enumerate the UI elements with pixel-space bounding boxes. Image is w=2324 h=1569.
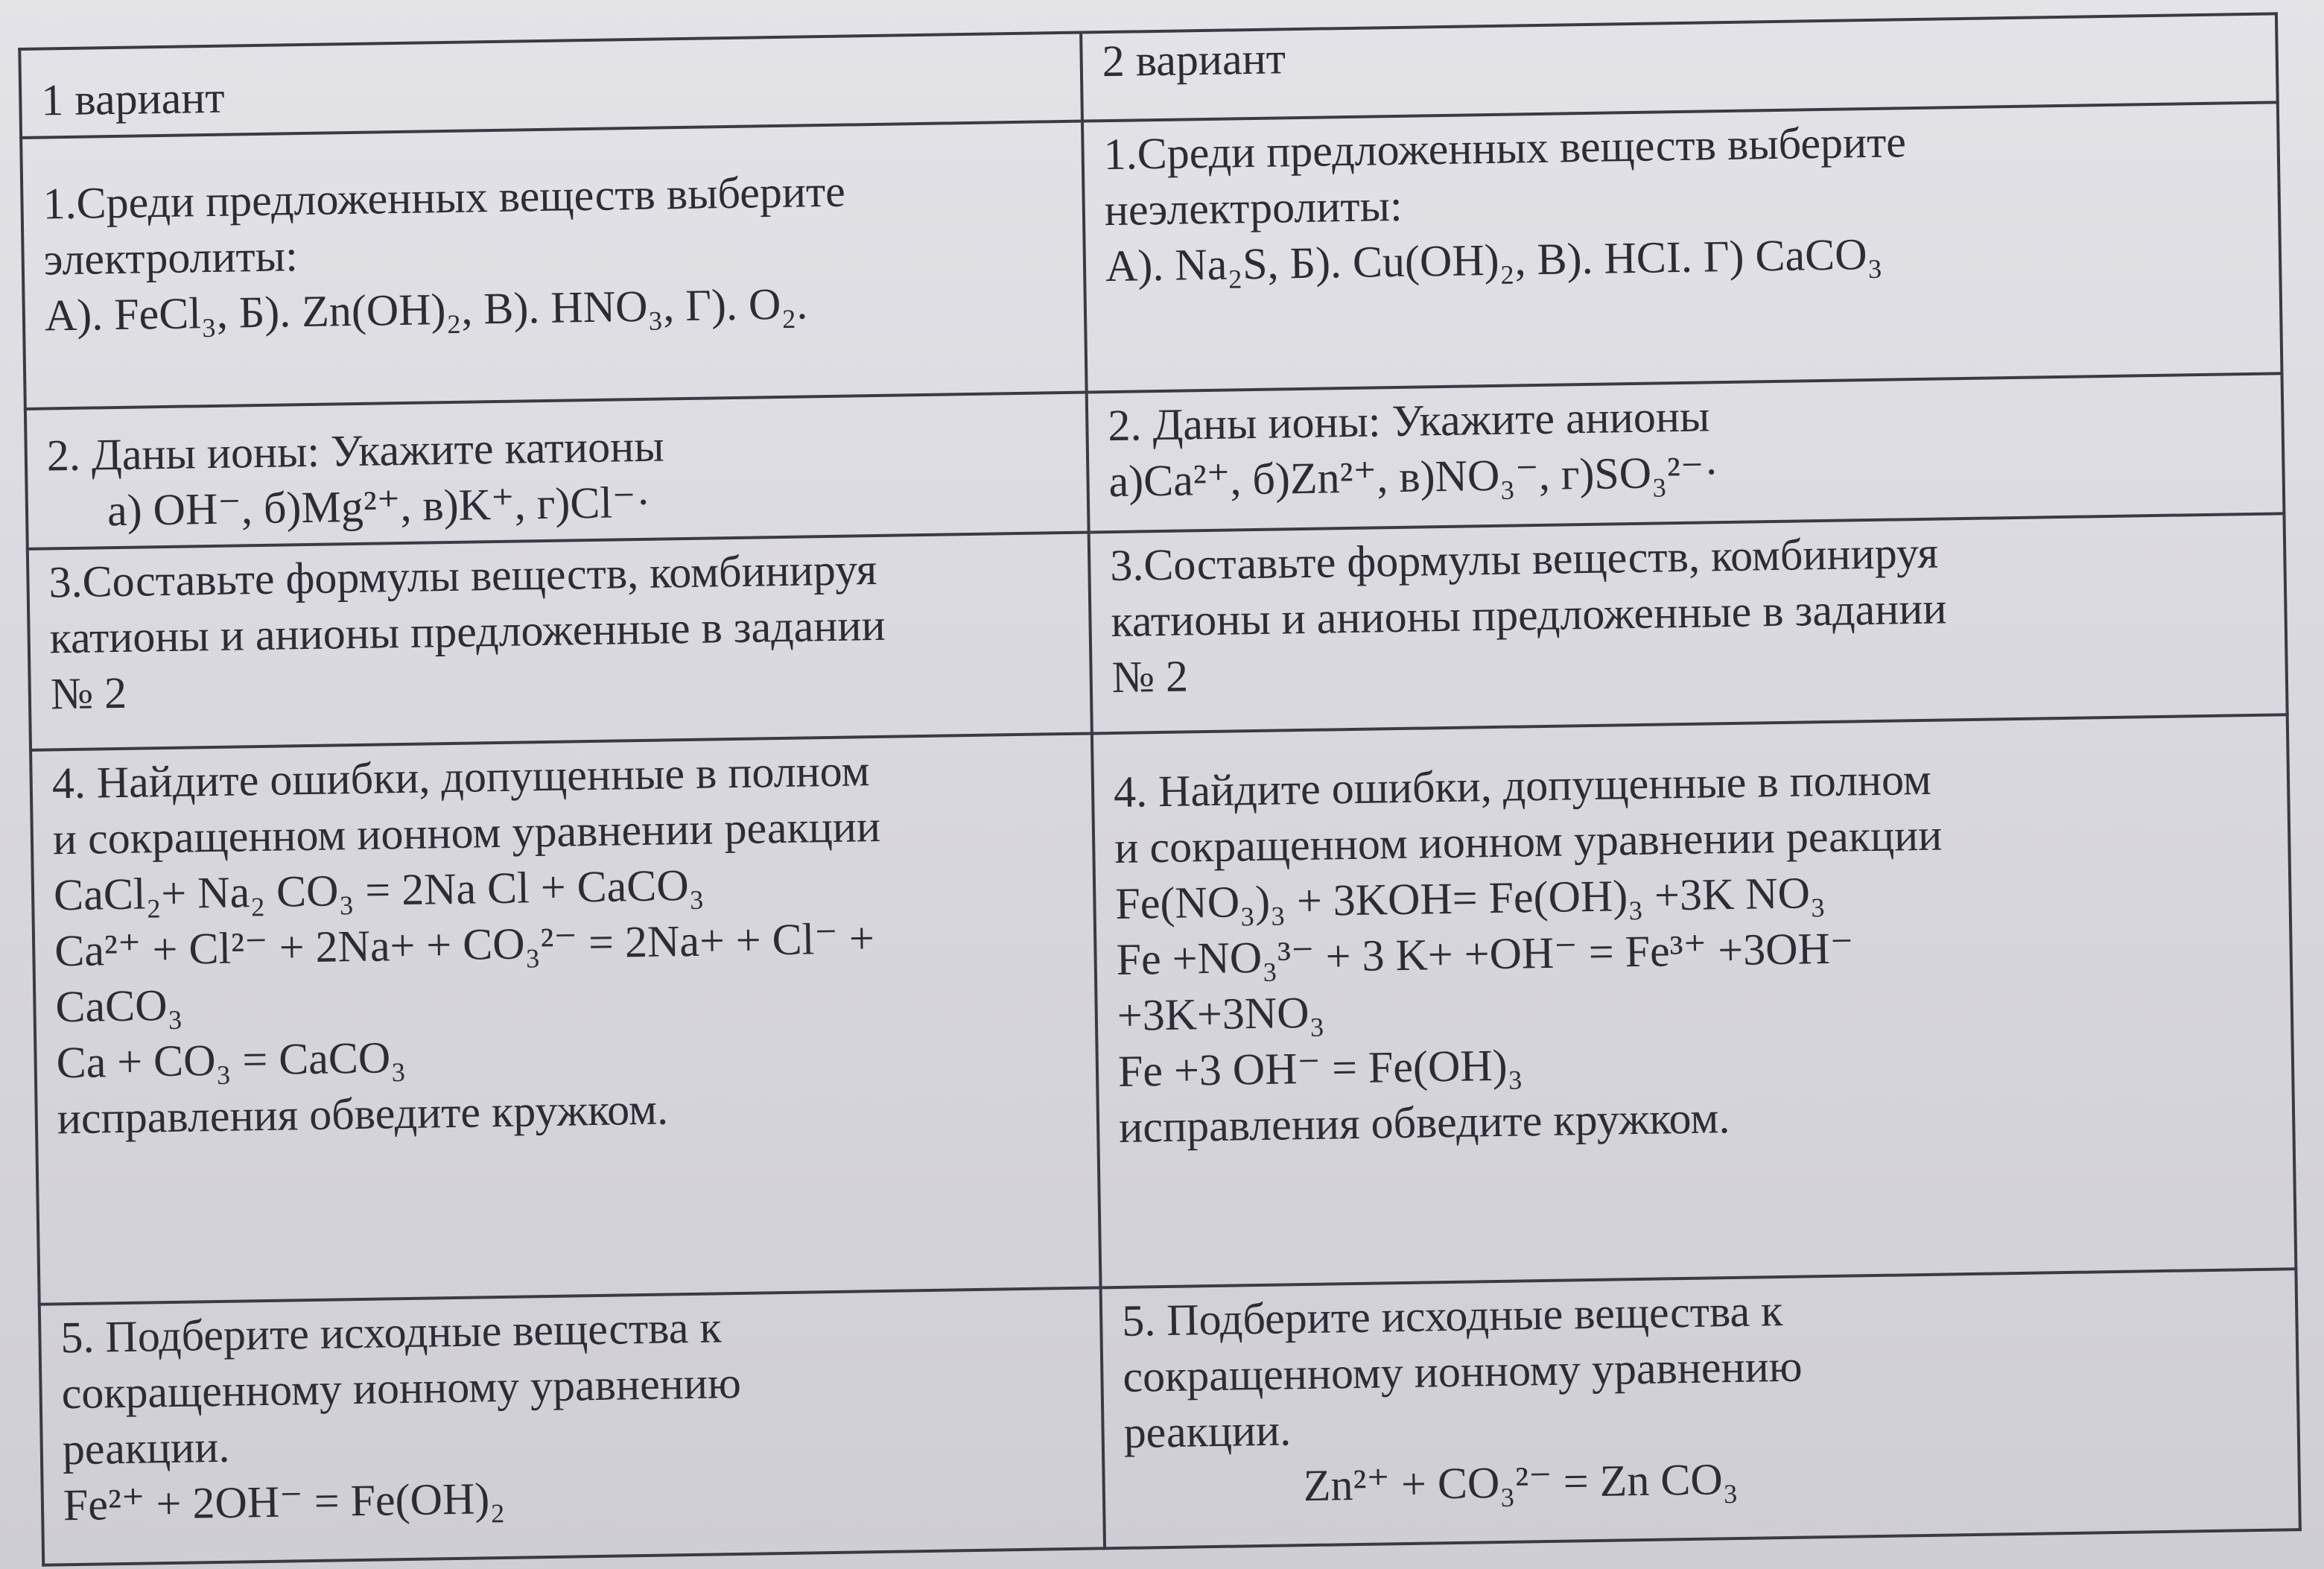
worksheet-table (18, 12, 2302, 1566)
variant2-task4-cell (1092, 714, 2296, 1287)
task5-equation: Zn²⁺ + CO₃²⁻ = Zn CO₃ (1303, 1454, 1739, 1511)
task2-ions: а) OH⁻, б)Mg²⁺, в)K⁺, г)Cl⁻· (107, 477, 652, 536)
task4-equation: Ca + CO₃ = CaCO₃ (56, 1032, 407, 1088)
task1-text: электролиты: (43, 231, 299, 285)
task4-row (31, 714, 2296, 1305)
variant1-task5-cell (39, 1287, 1105, 1565)
task4-text: и сокращенном ионном уравнении реакции (52, 801, 881, 864)
task3-text: № 2 (50, 668, 127, 719)
task4-text: 4. Найдите ошибки, допущенные в полном (51, 746, 870, 808)
variant2-task2-cell (1087, 373, 2285, 532)
task4-equation: CaCl₂+ Na₂ CO₃ = 2Na Cl + CaCO₃ (53, 860, 705, 920)
variant2-title: 2 вариант (1102, 34, 1286, 86)
worksheet-page (18, 12, 2306, 1560)
variant1-header-cell (19, 33, 1082, 138)
task5-text: реакции. (62, 1421, 230, 1474)
task4-equation: Fe(NO₃)₃ + 3KOH= Fe(OH)₃ +3K NO₃ (1114, 868, 1826, 928)
variant1-title: 1 вариант (40, 72, 226, 125)
task1-row (21, 102, 2282, 409)
task1-text: неэлектролиты: (1104, 180, 1403, 235)
task4-equation: Fe +NO₃³⁻ + 3 K+ +OH⁻ = Fe³⁺ +3OH⁻ (1116, 923, 1854, 984)
variant1-task4-cell (31, 733, 1101, 1304)
task4-instruction: исправления обведите кружком. (1118, 1093, 1730, 1152)
task4-instruction: исправления обведите кружком. (57, 1084, 669, 1144)
task2-text: 2. Даны ионы: Укажите анионы (1107, 391, 1710, 451)
task5-text: 5. Подберите исходные вещества к (1121, 1286, 1783, 1345)
variant1-task3-cell (28, 533, 1092, 750)
task5-equation: Fe²⁺ + 2OH⁻ = Fe(OH)₂ (63, 1473, 506, 1530)
task2-text: 2. Даны ионы: Укажите катионы (46, 421, 665, 481)
task3-text: 3.Составьте формулы веществ, комбинируя (48, 544, 877, 607)
task3-text: № 2 (1111, 651, 1189, 703)
task4-text: 4. Найдите ошибки, допущенные в полном (1113, 754, 1932, 817)
task4-equation: Fe +3 OH⁻ = Fe(OH)₃ (1117, 1040, 1524, 1096)
variant2-task5-cell (1101, 1269, 2300, 1548)
task5-text: сокращенному ионному уравнению (1122, 1341, 1803, 1401)
task4-equation: +3K+3NO₃ (1117, 987, 1325, 1040)
task1-answers: А). FeCl₃, Б). Zn(OH)₂, В). HNO₃, Г). О₂. (44, 279, 808, 340)
task2-ions: а)Ca²⁺, б)Zn²⁺, в)NO₃⁻, г)SO₃²⁻· (1108, 447, 1720, 507)
task5-text: сокращенному ионному уравнению (61, 1357, 742, 1419)
task5-text: 5. Подберите исходные вещества к (60, 1302, 722, 1363)
task4-equation: Ca²⁺ + Cl²⁻ + 2Na+ + CO₃²⁻ = 2Na+ + Cl⁻ + (54, 913, 875, 976)
task4-equation: CaCO₃ (54, 980, 183, 1032)
task5-row (39, 1269, 2300, 1565)
task1-text: 1.Среди предложенных веществ выберите (1103, 117, 1907, 180)
task5-text: реакции. (1123, 1405, 1292, 1457)
variant1-task1-cell (21, 121, 1087, 409)
variant2-task3-cell (1089, 513, 2288, 733)
task3-text: катионы и анионы предложенные в задании (49, 600, 886, 663)
variant1-task2-cell (25, 393, 1089, 549)
task1-answers: А). Na₂S, Б). Cu(OH)₂, В). HCI. Г) CaCO₃ (1105, 229, 1883, 291)
task4-text: и сокращенном ионном уравнении реакции (1114, 810, 1943, 873)
task3-text: катионы и анионы предложенные в задании (1111, 583, 1947, 647)
task3-row (28, 513, 2288, 750)
variant2-task1-cell (1082, 102, 2282, 392)
task1-text: 1.Среди предложенных веществ выберите (42, 166, 846, 229)
task3-text: 3.Составьте формулы веществ, комбинируя (1109, 527, 1939, 591)
